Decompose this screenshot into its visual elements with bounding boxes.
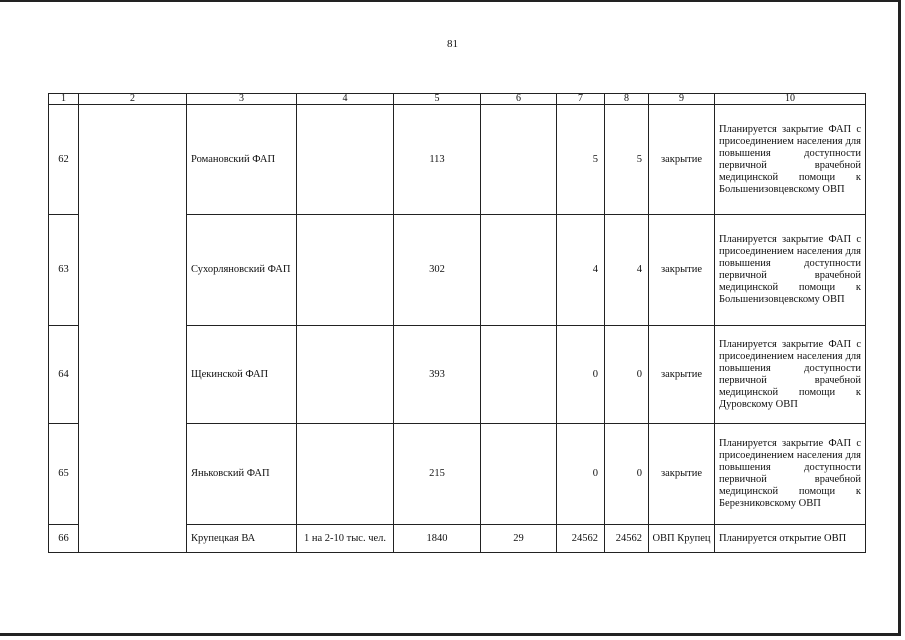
header-cell: 4 [297,94,394,105]
data-table [48,93,866,553]
facility-type [297,215,394,326]
col6-value [481,215,557,326]
action-cell: закрытие [649,215,715,326]
row-number: 63 [49,215,79,326]
header-cell: 10 [715,94,866,105]
table-row [49,105,866,215]
facility-name: Крупецкая ВА [187,525,297,553]
header-cell: 5 [394,94,481,105]
col6-value [481,105,557,215]
col6-value [481,424,557,525]
col7-value: 5 [557,105,605,215]
header-cell: 8 [605,94,649,105]
table-header-row [49,94,866,105]
header-cell: 2 [79,94,187,105]
note-cell: Планируется закрытие ФАП с присоединением населения для повышения доступности первичной врачебной медицинской помощи к Дуровскому ОВП [715,326,866,424]
col7-value: 24562 [557,525,605,553]
col6-value: 29 [481,525,557,553]
col5-value: 113 [394,105,481,215]
facility-type [297,105,394,215]
facility-name: Сухорляновский ФАП [187,215,297,326]
col5-value: 1840 [394,525,481,553]
col8-value: 0 [605,424,649,525]
col8-value: 4 [605,215,649,326]
action-cell: закрытие [649,326,715,424]
col7-value: 0 [557,424,605,525]
note-cell: Планируется открытие ОВП [715,525,866,553]
facility-type: 1 на 2-10 тыс. чел. [297,525,394,553]
header-cell: 9 [649,94,715,105]
action-cell: ОВП Крупец [649,525,715,553]
col8-value: 5 [605,105,649,215]
page-number: 81 [447,38,458,50]
col8-value: 0 [605,326,649,424]
header-cell: 3 [187,94,297,105]
row-number: 62 [49,105,79,215]
note-cell: Планируется закрытие ФАП с присоединением населения для повышения доступности первичной врачебной медицинской помощи к Березниковскому ОВП [715,424,866,525]
note-cell: Планируется закрытие ФАП с присоединением населения для повышения доступности первичной врачебной медицинской помощи к Большенизовцевскому ОВП [715,105,866,215]
facility-type [297,326,394,424]
facility-name: Щекинской ФАП [187,326,297,424]
header-cell: 7 [557,94,605,105]
col5-value: 302 [394,215,481,326]
col6-value [481,326,557,424]
col8-value: 24562 [605,525,649,553]
header-cell: 1 [49,94,79,105]
facility-name: Яньковский ФАП [187,424,297,525]
col7-value: 0 [557,326,605,424]
col7-value: 4 [557,215,605,326]
row-number: 66 [49,525,79,553]
district-cell [79,105,187,553]
header-cell: 6 [481,94,557,105]
row-number: 64 [49,326,79,424]
action-cell: закрытие [649,105,715,215]
facility-type [297,424,394,525]
note-cell: Планируется закрытие ФАП с присоединением населения для повышения доступности первичной врачебной медицинской помощи к Большенизовцевскому ОВП [715,215,866,326]
col5-value: 215 [394,424,481,525]
row-number: 65 [49,424,79,525]
facility-name: Романовский ФАП [187,105,297,215]
col5-value: 393 [394,326,481,424]
action-cell: закрытие [649,424,715,525]
